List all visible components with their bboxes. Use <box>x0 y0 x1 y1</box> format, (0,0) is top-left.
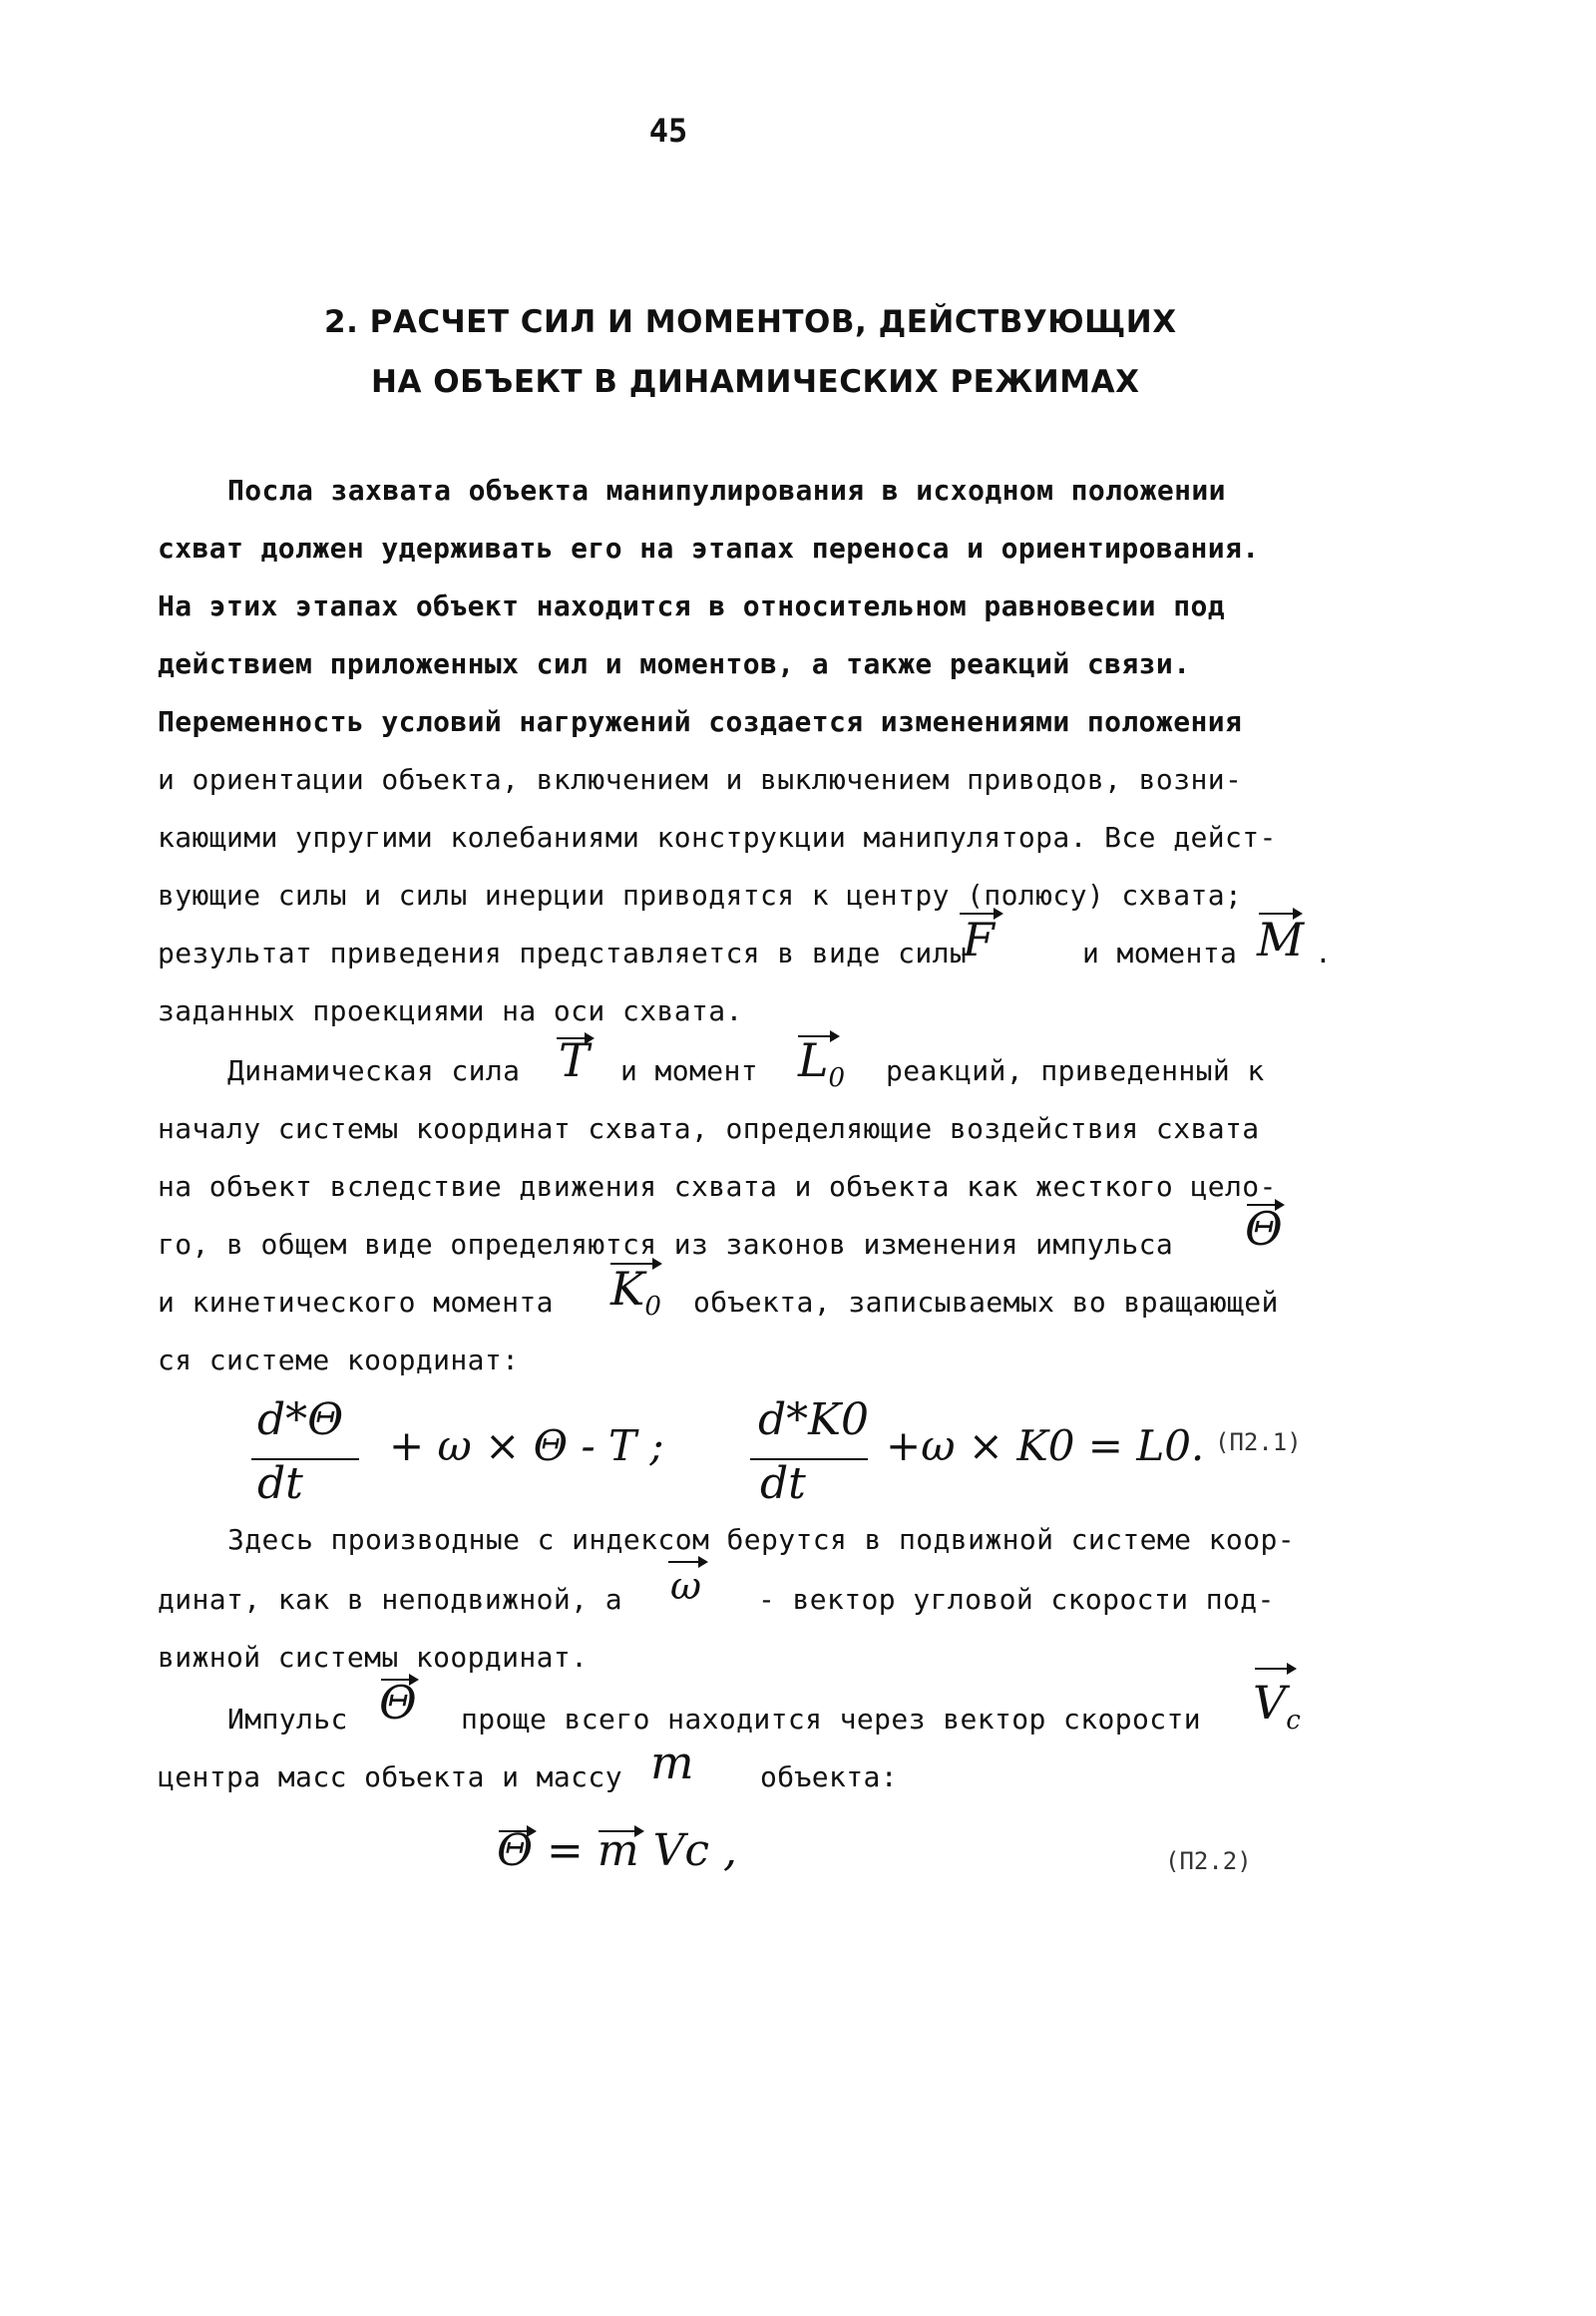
symbol-L0: $L_0$ <box>798 1033 846 1094</box>
para3-line-1: Здесь производные с индексом берутся в подвижной системе коор- <box>227 1523 1295 1556</box>
para1-line-4: действием приложенных сил и моментов, а также реакций связи. <box>158 647 1191 680</box>
para4-line-2a: центра масс объекта и массу <box>158 1760 622 1793</box>
para2-line-5a: и кинетического момента <box>158 1286 554 1319</box>
symbol-K0: $K_0$ <box>610 1262 661 1323</box>
para1-line-5: Переменность условий нагружений создается изменениями положения <box>158 705 1243 738</box>
para1-line-10: заданных проекциями на оси схвата. <box>158 994 743 1027</box>
eq1-middle-left: + ω × Θ - T ; <box>389 1421 664 1470</box>
para1-line-9a: результат приведения представляется в виде силы <box>158 937 968 969</box>
eq2-label: (П2.2) <box>1165 1847 1252 1875</box>
symbol-M: M <box>1257 913 1305 966</box>
para1-line-6: и ориентации объекта, включением и выключением приводов, возни- <box>158 763 1243 796</box>
vector-arrow-omega <box>668 1561 706 1563</box>
para2-line-4: го, в общем виде определяются из законов изменения импульса <box>158 1228 1174 1261</box>
symbol-Theta-2: Θ <box>379 1676 417 1730</box>
section-title-line-1: 2. РАСЧЕТ СИЛ И МОМЕНТОВ, ДЕЙСТВУЮЩИХ <box>324 304 1177 340</box>
para2-line-6: ся системе координат: <box>158 1344 520 1376</box>
symbol-F: F <box>963 913 995 966</box>
para2-line-1c: реакций, приведенный к <box>886 1054 1265 1087</box>
para1-line-9b: и момента <box>1082 937 1238 969</box>
para1-line-2: схват должен удерживать его на этапах переноса и ориентирования. <box>158 532 1260 565</box>
para1-line-7: кающими упругими колебаниями конструкции манипулятора. Все дейст- <box>158 821 1277 854</box>
para4-line-1b: проще всего находится через вектор скорости <box>461 1703 1202 1736</box>
symbol-omega: ω <box>670 1564 701 1608</box>
eq1-denominator-left: dt <box>257 1458 303 1509</box>
para2-line-2: началу системы координат схвата, определяющие воздействия схвата <box>158 1112 1260 1145</box>
para2-line-1b: и момент <box>620 1054 759 1087</box>
vector-arrow-Vc <box>1255 1668 1295 1670</box>
para1-line-8: вующие силы и силы инерции приводятся к центру (полюсу) схвата; <box>158 879 1243 912</box>
eq1-numerator-left: d*Θ <box>257 1394 344 1445</box>
eq1-middle-right: +ω × K0 = L0. <box>886 1421 1205 1470</box>
eq1-numerator-right: d*K0 <box>758 1394 870 1445</box>
symbol-Theta: Θ <box>1245 1202 1283 1256</box>
para1-line-1: Посла захвата объекта манипулирования в исходном положении <box>227 474 1226 507</box>
page-number: 45 <box>648 112 688 150</box>
para2-line-5b: объекта, записываемых во вращающей <box>693 1286 1279 1319</box>
section-title-line-2: НА ОБЪЕКТ В ДИНАМИЧЕСКИХ РЕЖИМАХ <box>371 364 1140 400</box>
para3-line-2b: - вектор угловой скорости под- <box>758 1583 1275 1616</box>
para4-line-2b: объекта: <box>760 1760 899 1793</box>
symbol-T: T <box>559 1033 590 1087</box>
eq1-label: (П2.1) <box>1215 1428 1302 1456</box>
para2-line-3: на объект вследствие движения схвата и объекта как жесткого цело- <box>158 1170 1277 1203</box>
eq2-body: Θ = m Vc , <box>497 1825 738 1876</box>
para2-line-1a: Динамическая сила <box>227 1054 521 1087</box>
symbol-Vc: $V_c$ <box>1253 1676 1301 1737</box>
para3-line-3: вижной системы координат. <box>158 1641 589 1674</box>
para1-dot: . <box>1315 937 1333 969</box>
para4-line-1a: Импульс <box>227 1703 348 1736</box>
para1-line-3: На этих этапах объект находится в относительном равновесии под <box>158 589 1225 622</box>
para3-line-2a: динат, как в неподвижной, а <box>158 1583 622 1616</box>
symbol-m: m <box>650 1736 694 1789</box>
eq1-denominator-right: dt <box>760 1458 806 1509</box>
